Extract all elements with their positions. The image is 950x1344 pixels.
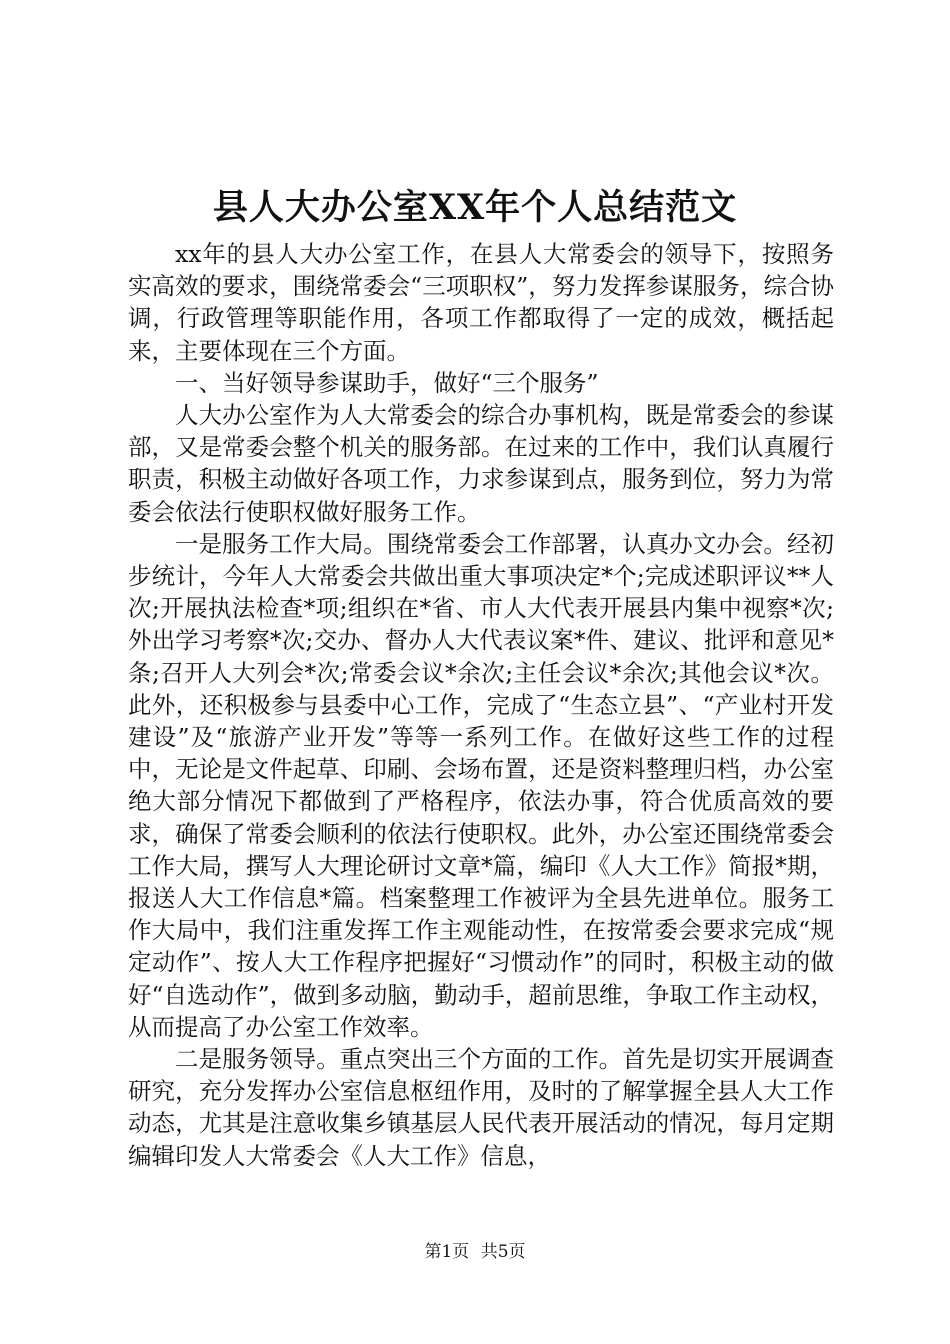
body-paragraph: 一是服务工作大局。围绕常委会工作部署，认真办文办会。经初步统计，今年人大常委会共做出重大事项决定*个;完成述职评议**人次;开展执法检查*项;组织在*省、市人大代表开展县内集中视察*次;外出学习考察*次;交办、督办人大代表议案*件、建议、批评和意见*条;召开人大列会*次;常委会议*余次;主任会议*余次;其他会议*次。此外，还积极参与县委中心工作，完成了“生态立县”、“产业村开发建设”及“旅游产业开发”等等一系列工作。在做好这些工作的过程中，无论是文件起草、印刷、会场布置，还是资料整理归档，办公室绝大部分情况下都做到了严格程序，依法办事，符合优质高效的要求，确保了常委会顺利的依法行使职权。此外，办公室还围绕常委会工作大局，撰写人大理论研讨文章*篇，编印《人大工作》简报*期，报送人大工作信息*篇。档案整理工作被评为全县先进单位。服务工作大局中，我们注重发挥工作主观能动性，在按常委会要求完成“规定动作”、按人大工作程序把握好“习惯动作”的同时，积极主动的做好“自选动作”，做到多动脑，勤动手，超前思维，争取工作主动权，从而提高了办公室工作效率。 bbox=[128, 529, 834, 1041]
page-number: 第1页 bbox=[424, 1242, 470, 1262]
page-footer bbox=[0, 1240, 950, 1264]
body-paragraph: 人大办公室作为人大常委会的综合办事机构，既是常委会的参谋部，又是常委会整个机关的服务部。在过来的工作中，我们认真履行职责，积极主动做好各项工作，力求参谋到点，服务到位，努力为常委会依法行使职权做好服务工作。 bbox=[128, 401, 834, 526]
section-heading-1: 一、当好领导参谋助手，做好“三个服务” bbox=[175, 368, 599, 397]
document-title: 县人大办公室XX年个人总结范文 bbox=[212, 187, 738, 228]
page-total: 共5页 bbox=[480, 1242, 526, 1262]
document-body bbox=[128, 238, 834, 1172]
body-paragraph: 二是服务领导。重点突出三个方面的工作。首先是切实开展调查研究，充分发挥办公室信息枢纽作用，及时的了解掌握全县人大工作动态，尤其是注意收集乡镇基层人民代表开展活动的情况，每月定期编辑印发人大常委会《人大工作》信息， bbox=[128, 1045, 834, 1170]
intro-paragraph: xx年的县人大办公室工作，在县人大常委会的领导下，按照务实高效的要求，围绕常委会“三项职权”，努力发挥参谋服务，综合协调，行政管理等职能作用，各项工作都取得了一定的成效，概括起来，主要体现在三个方面。 bbox=[128, 240, 834, 365]
